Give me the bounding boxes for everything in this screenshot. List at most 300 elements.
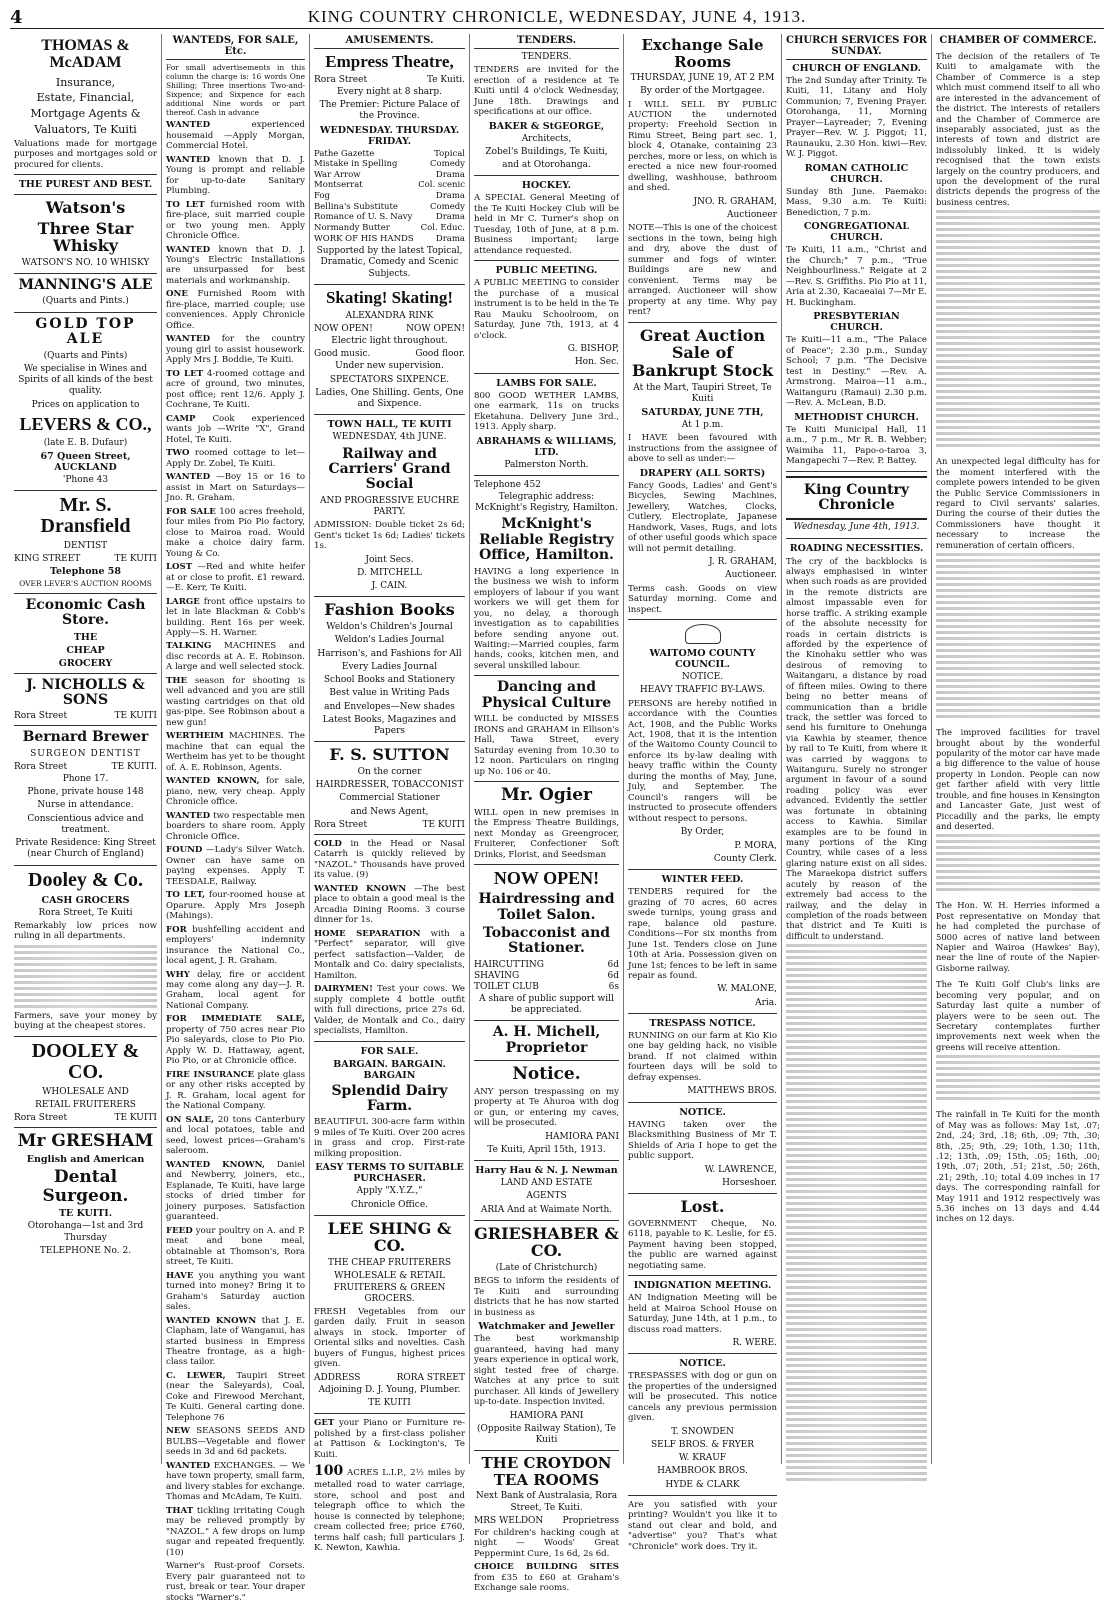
piano-text: your Piano or Furniture re-polished by a first-class polisher at Pattison & Lockington's, Te Kuiti.: [314, 1418, 466, 1460]
columns: [10, 34, 1104, 1603]
county-seal-icon: [685, 624, 721, 644]
dooley2-role2: RETAIL FRUITERERS: [35, 1100, 136, 1111]
classified-ad-lead: FEED: [166, 1225, 193, 1236]
program-title: Pathe Gazette: [314, 148, 375, 159]
chamber-filler-2: [936, 553, 1100, 718]
brewer-private: Phone, private house 148: [27, 787, 144, 798]
small-ad: [314, 984, 465, 1036]
leeshing-sub: THE CHEAP FRUITERERS: [327, 1258, 452, 1268]
dooley2-name: DOOLEY & CO.: [31, 1039, 140, 1083]
fashion-item: and Envelopes—New shades: [324, 701, 455, 712]
empress-street: Rora Street: [314, 74, 368, 85]
classified-ad-text: experienced housemaid —Apply Morgan, Commercial Hotel.: [166, 120, 305, 152]
mcknight-text: HAVING a long experience in the business we wish to inform employers of labour if you want workers we will get them for you, no delay, a thorough investigation as to capabilities before sending anyone out. Waiting:—Married couples, farm hands, cooks, kitchen men, and several unskilled labour.: [474, 566, 619, 671]
brewer-role: SURGEON DENTIST: [30, 748, 141, 759]
newman-addr: ARIA And at Waimate North.: [480, 1204, 613, 1215]
townhall-date: WEDNESDAY, 4th JUNE.: [332, 432, 447, 443]
thomas-line: Insurance,: [55, 75, 116, 89]
program-row: [314, 212, 465, 223]
price-value: 6d: [607, 970, 619, 981]
goldtop-note: We specialise in Wines and Spirits of all kinds of the best quality.: [18, 363, 153, 397]
church-text: The 2nd Sunday after Trinity. Te Kuiti, 11, Litany and Holy Communion; 7, Evening Prayer. Otorohanga, 11, Morning Prayer—Layreader; 7, Evening Prayer—Rev. W. J. Piggot; 11, Raunauku, 2.30 Hon. kiwi—Rev. W. J. Piggot.: [786, 76, 927, 160]
nowopen-note: A share of public support will be appreciated.: [479, 993, 614, 1015]
nicholls-street: Rora Street: [14, 711, 68, 722]
chamber-filler-4: [936, 1055, 1100, 1100]
chamber-p3: The improved facilities for travel brought about by the wonderful popularity of the motor car have made a big difference to the value of house property in London. People can now get farther afield with very little trouble, and fine houses in Kensington and Lancaster Gate, just west of Piccadilly and the parks, lie empty and deserted.: [936, 727, 1100, 831]
goldtop-apply: Prices on application to: [31, 399, 140, 410]
gresham-visit: Otorohanga—1st and 3rd Thursday: [27, 1221, 144, 1243]
price-item: TOILET CLUB: [474, 981, 539, 992]
church-name: CONGREGATIONAL CHURCH.: [803, 221, 910, 244]
classified-ad-lead: FOR: [166, 924, 187, 935]
classified-ad: [166, 1506, 305, 1558]
acres-text: ACRES L.I.P., 2½ miles by metalled road to water carriage, store, school and post and telegraph office to which the house is connected by telephone; cream collected free; price £760, terms half cash; full particulars J. K. Newton, Kawhia.: [314, 1468, 466, 1554]
classified-ad: [166, 1226, 305, 1268]
amusements-heading: AMUSEMENTS.: [314, 34, 465, 49]
classified-ad: [166, 334, 305, 365]
brewer-phone: Phone 17.: [62, 773, 109, 784]
ogier-text: WILL open in new premises in the Empress Theatre Buildings, next Monday as Greengrocer, Fruiterer, Confectioner Soft Drinks, Florist, and Seedsman: [474, 807, 619, 860]
notice3-name: W. KRAUF: [678, 1453, 727, 1464]
classified-ad-lead: TWO: [166, 448, 190, 459]
program-title: Montserrat: [314, 180, 363, 191]
classified-ad: [166, 155, 305, 197]
mcknight-name: McKnight's Reliable Registry Office, Hamilton.: [479, 516, 614, 564]
auction-terms: Terms cash. Goods on view Saturday morning. Come and inspect.: [628, 583, 777, 615]
fashion-item: Harrison's, and Fashions for All: [317, 648, 462, 659]
wanteds-heading: WANTEDS, FOR SALE, Etc.: [166, 34, 305, 60]
public-sign: G. BISHOP,: [567, 344, 619, 355]
program-row: [314, 191, 465, 202]
small-ad-lead: HOME SEPARATION: [314, 928, 421, 939]
skating-rink: ALEXANDRA RINK: [345, 310, 434, 321]
levers-name: LEVERS & CO.,: [19, 413, 152, 434]
program-title: Normandy Butter: [314, 222, 390, 233]
tenders-sub: TENDERS.: [521, 52, 572, 62]
auction-place: At the Mart, Taupiri Street, Te Kuiti: [633, 382, 772, 404]
classified-ad-text: front office upstairs to let in late Blackman & Cobb's building. Rent 16s per week. Apply—S. H. Warner.: [166, 596, 306, 638]
program-row: [314, 149, 465, 160]
chamber-p1: The decision of the retailers of Te Kuiti to amalgamate with the Chamber of Commerce is a step which must commend itself to all who are interested in the advancement of the district. The interests of retailers and the Chamber of Commerce are inseparably associated, just as the interests of town and district are indissolubly linked. It is widely recognised that the town exists largely on the country producers, and upon the development of the rural districts depends the progress of the business centres.: [936, 51, 1100, 207]
classified-ad-text: two respectable men boarders to share room. Apply Chronicle Office.: [166, 810, 306, 842]
classified-ad: [166, 472, 305, 503]
classified-ad-lead: WANTED: [166, 810, 211, 821]
notice-date: Te Kuiti, April 15th, 1913.: [487, 1144, 606, 1155]
manning-sub: (Quarts and Pints.): [42, 296, 129, 307]
skating-sup: Under new supervision.: [335, 361, 444, 372]
wanteds-intro: For small advertisements in this column the charge is: 16 words One Shilling; Three insertions Two-and-Sixpence; and Sixpence for each additional Nine words or part thereof. Cash in advance: [166, 63, 305, 118]
dooley-addr: Rora Street, Te Kuiti: [38, 907, 133, 918]
classified-ad-text: Taupiri Street (near the Saleyards), Coal, Coke and Firewood Merchant, Te Kuiti. General carting done. Telephone 76: [166, 1370, 305, 1423]
manning-name: MANNING'S ALE: [18, 277, 153, 294]
program-kind: Drama: [435, 212, 465, 223]
column-3: [310, 34, 470, 1554]
classified-ad-text: your poultry on A. and P. meat and bone meal, obtainable at Thomson's, Rora street, Te Kuiti.: [166, 1225, 305, 1268]
notice3-head: NOTICE.: [679, 1358, 726, 1370]
hockey-head: HOCKEY.: [521, 180, 572, 192]
classified-ad-lead: TALKING: [166, 641, 212, 652]
lambs-firm: ABRAHAMS & WILLIAMS, LTD.: [476, 435, 617, 458]
small-ad-text: —The best place to obtain a good meal is the Arcadia Dining Rooms. 3 course dinner for 1s.: [314, 883, 465, 926]
program-title: Mistake in Spelling: [314, 159, 398, 170]
classified-ad: [166, 1371, 305, 1423]
hockey-text: A SPECIAL General Meeting of the Te Kuiti Hockey Club will be held in Mr C. Turner's shop on Tuesday, 10th of June, at 8 p.m. Business important; large attendance requested.: [474, 193, 619, 256]
classified-ad: [166, 289, 305, 331]
exchange-sign: JNO. R. GRAHAM,: [693, 196, 777, 207]
classified-ad-text: known that D. J. Young's Electric Installations are unsurpassed for best materials and workmanship.: [166, 244, 305, 286]
church-heading: CHURCH SERVICES FOR SUNDAY.: [786, 34, 927, 60]
classified-ad-text: bushfelling accident and employers' indemnity insurance the National Co., local agent, J. R. Graham.: [166, 924, 305, 967]
empress-name: Empress Theatre,: [325, 52, 454, 71]
classified-ad-lead: HAVE: [166, 1270, 194, 1281]
splendid-office: Chronicle Office.: [350, 1199, 429, 1210]
gresham-town: TE KUITI.: [58, 1208, 113, 1220]
auction-date: SATURDAY, JUNE 7TH,: [641, 407, 764, 418]
exchange-name: Exchange Sale Rooms: [641, 36, 764, 71]
classified-ad-lead: TO LET,: [166, 890, 206, 901]
grieshaber-sub: (Late of Christchurch): [495, 1263, 598, 1274]
fashion-item: Weldon's Children's Journal: [326, 622, 453, 633]
classified-ad: [166, 1271, 305, 1313]
leeshing-sub2: WHOLESALE & RETAIL FRUITERERS & GREEN GROCERS.: [333, 1271, 446, 1304]
sutton-line: Commercial Stationer: [339, 793, 440, 804]
fashion-item: School Books and Stationery: [323, 675, 456, 686]
dransfield-town: TE KUITI: [114, 554, 157, 565]
classified-ad: [166, 200, 305, 242]
croydon-role: Proprietress: [562, 1515, 619, 1526]
classified-ad-lead: WANTED KNOWN,: [166, 1159, 265, 1170]
page-number: 4: [10, 6, 23, 28]
grieshaber-name2: HAMIORA PANI: [509, 1410, 584, 1421]
notice-sign: HAMIORA PANI: [545, 1131, 619, 1142]
winter-text: TENDERS required for the grazing of 70 acres, 60 acres swede turnips, young grass and rape, balance old pasture. Conditions—For six months from June 1st. Tenders close on June 10th at Aria. Possession given on June 1st; fences to be left in same repair as found.: [628, 887, 777, 981]
dancing-text: WILL be conducted by MISSES IRONS and GRAHAM in Ellison's Hall, Tawa Street, every Saturday evening from 10.30 to 12 noon. Particulars on ringing up No. 106 or 40.: [474, 714, 619, 777]
classified-ad: [166, 369, 305, 411]
classified-ad-text: MACHINES and disc records at A. E. Robinson. A large and well selected stock.: [166, 641, 306, 673]
program-kind: Col. scenic: [418, 180, 465, 191]
small-ad-lead: WANTED KNOWN: [314, 883, 407, 894]
chamber-filler-3: [936, 834, 1100, 891]
levers-phone: 'Phone 43: [62, 474, 109, 485]
council-by: By Order,: [680, 827, 725, 838]
ogier-name: Mr. Ogier: [501, 785, 592, 806]
mcknight-telegraphic: Telegraphic address: McKnight's Registry, Hamilton.: [475, 491, 618, 514]
classified-ad-text: Cook experienced wants job —Write "X", Grand Hotel, Te Kuiti.: [166, 413, 306, 445]
dransfield-name: Mr. S. Dransfield: [40, 494, 131, 538]
dransfield-role: DENTIST: [63, 541, 108, 552]
croydon-prop: MRS WELDON: [474, 1515, 544, 1526]
column-5: [624, 34, 782, 1552]
notice-text: ANY person trespassing on my property at Te Ahuroa with dog or gun, or entering my caves, will be prosecuted.: [474, 1086, 619, 1129]
nicholls-name: J. NICHOLLS & SONS: [26, 676, 145, 708]
splendid-terms: EASY TERMS TO SUITABLE PURCHASER.: [315, 1162, 464, 1185]
chamber-p4: The Hon. W. H. Herries informed a Post representative on Monday that he had completed the purchase of 5000 acres of native land between Napier and Wairoa (Hawkes' Bay), near the line of route of the Napier-Gisborne railway.: [936, 900, 1100, 973]
classified-ad: [166, 414, 305, 445]
price-value: 6s: [608, 981, 619, 992]
classified-ad: [166, 597, 305, 639]
skating-floor: Good floor.: [415, 349, 465, 360]
notice3-name: T. SNOWDEN: [671, 1426, 734, 1437]
classified-ad: [166, 1115, 305, 1157]
acres-lead: 100: [314, 1463, 344, 1480]
auction-text: I HAVE been favoured with instructions from the assignee of above to sell as under:—: [628, 433, 777, 465]
program-kind: Drama: [435, 191, 465, 202]
dransfield-street: KING STREET: [14, 554, 81, 565]
exchange-by: By order of the Mortgagee.: [640, 86, 765, 97]
classified-ad-text: 20 tons Canterbury and local potatoes, table and seed, lowest prices—Graham's saleroom.: [166, 1114, 305, 1157]
leeshing-street: RORA STREET: [396, 1372, 465, 1383]
purest-line: THE PUREST AND BEST.: [18, 179, 153, 191]
paper-name: King Country Chronicle: [803, 481, 910, 513]
classified-ad-text: Warner's Rust-proof Corsets. Every pair guaranteed not to rust, break or tear. Your draper stocks "Warner's.": [166, 1561, 305, 1603]
notice-head: Notice.: [512, 1063, 581, 1084]
paper-headline: ROADING NECESSITIES.: [789, 542, 924, 554]
nowopen-l2: Tobacconist and Stationer.: [482, 924, 611, 957]
classified-ad-lead: ON SALE,: [166, 1114, 214, 1125]
classified-ad: [166, 731, 305, 773]
leeshing-town: TE KUITI: [368, 1398, 411, 1409]
cash-line: THE: [73, 631, 98, 643]
classified-ad-text: EXCHANGES. — We have town property, small farm, and livery stables for exchange. Thomas and McAdam, Te Kuiti.: [166, 1460, 305, 1503]
newman-role: LAND AND ESTATE: [500, 1178, 593, 1189]
cash-line: CHEAP: [66, 644, 105, 656]
chamber-filler: [936, 210, 1100, 447]
classified-ad-text: roomed cottage to let—Apply Dr. Zobel, Te Kuiti.: [166, 448, 306, 469]
classified-ad-text: —Red and white heifer at or close to profit. £1 reward.—E. Kerr, Te Kuiti.: [166, 562, 305, 594]
cash-line: GROCERY: [58, 657, 113, 669]
classified-ad-text: plate glass or any other risks accepted by J. R. Graham, local agent for the National Company.: [166, 1069, 306, 1112]
program-title: WORK OF HIS HANDS: [314, 233, 414, 244]
classified-ad-text: that J. E. Clapham, late of Wanganui, has started business in Empress Theatre frontage, as a high-class tailor.: [166, 1315, 305, 1368]
classified-ad-lead: TO LET: [166, 368, 204, 379]
nicholls-town: TE KUITI: [114, 711, 157, 722]
tenders-addr2: and at Otorohanga.: [502, 160, 591, 171]
classified-ad-lead: TO LET: [166, 199, 205, 210]
classified-ad-text: known that D. J. Young is prompt and reliable for up-to-date Sanitary Plumbing.: [166, 154, 305, 197]
auction-drapery: DRAPERY (ALL SORTS): [639, 467, 766, 479]
council-sign: P. MORA,: [734, 840, 777, 851]
wanteds-list: [166, 120, 305, 1603]
tenders-firm: BAKER & StGEORGE,: [488, 120, 605, 132]
council-notice: NOTICE.: [681, 672, 724, 683]
croydon-cough: For children's hacking cough at night — Woods' Great Peppermint Cure, 1s 6d, 2s 6d.: [474, 1527, 619, 1559]
thomas-line: Estate, Financial,: [36, 91, 135, 105]
choice-ad: [474, 1562, 619, 1593]
piano-ad: [314, 1418, 465, 1460]
classified-ad-text: MACHINES. The machine that can equal the Wertheim has yet to be thought of. A. E. Robinson, Agents.: [166, 731, 305, 773]
sutton-line: On the corner: [357, 766, 422, 777]
program-row: [314, 202, 465, 213]
townhall-joint: Joint Secs.: [365, 554, 414, 565]
classified-ad-text: SEASONS SEEDS AND BULBS—Vegetable and flower seeds in 3d and 6d packets.: [166, 1426, 306, 1458]
classified-ad-text: season for shooting is well advanced and you are still wasting cartridges on that old gas-pipe. See Robinson about a new gun!: [166, 675, 305, 728]
council-text: PERSONS are hereby notified in accordance with the Counties Act, 1908, and the Public Works Act, 1908, that it is the intention of the Waitomo County Council to enforce its by-law dealing with heavy traffic within the County during the months of May, June, July, and September. The Council's rangers will be instructed to prosecute offenders without respect to persons.: [628, 698, 777, 824]
program-list: [314, 149, 465, 245]
church-text: Sunday 8th June. Paemako: Mass, 9.30 a.m. Te Kuiti: Benediction, 7 p.m.: [786, 186, 927, 218]
dooley-role: CASH GROCERS: [41, 894, 130, 906]
classified-ad: [166, 845, 305, 887]
public-head: PUBLIC MEETING.: [495, 265, 598, 277]
church-name: ROMAN CATHOLIC CHURCH.: [804, 162, 909, 185]
brewer-nurse: Nurse in attendance.: [37, 800, 134, 811]
classified-ad: [166, 1316, 305, 1368]
classified-ad-lead: WANTED: [166, 244, 211, 255]
chamber-p2: An unexpected legal difficulty has for the moment interfered with the complete powers intended to be given the Public Service Commissioners in regard to Civil servants' salaries. During the course of their duties the Commissioners have thought it necessary to increase the remuneration of certain officers.: [936, 456, 1100, 550]
classified-ad-text: 100 acres freehold, four miles from Pio Pio factory, close to Mairoa road. Would make a choice dairy farm. Young & Co.: [166, 506, 306, 559]
notice2-text: HAVING taken over the Blacksmithing Business of Mr T. Shields of Aria I hope to get the public support.: [628, 1119, 777, 1162]
classified-ad-text: for sale, piano, new, very cheap. Apply Chronicle office.: [166, 776, 306, 808]
winter-head: WINTER FEED.: [661, 874, 744, 886]
church-text: Te Kuiti, 11 a.m., "Christ and the Church;" 7 p.m., "True Neighbourliness." Reigate at 2—Rev. S. Griffiths. Pio Pio at 11, Aria at 2.30, Kacaeaiai 7—Mr E. H. Buckingham.: [786, 245, 927, 308]
chamber-heading: CHAMBER OF COMMERCE.: [939, 35, 1097, 46]
skating-light: Electric light throughout.: [331, 336, 448, 347]
classified-ad-lead: WHY: [166, 969, 190, 980]
program-kind: Col. Educ.: [420, 222, 465, 233]
classified-ad-lead: WANTED: [166, 120, 211, 131]
exchange-date: THURSDAY, JUNE 19, AT 2 P.M: [630, 73, 775, 83]
sutton-name: F. S. SUTTON: [329, 745, 450, 765]
sutton-line: and News Agent,: [350, 806, 429, 817]
classified-ad-lead: FOR SALE: [166, 506, 216, 517]
forsale-heading: FOR SALE.: [360, 1045, 419, 1057]
leeshing-addr: ADDRESS: [314, 1372, 361, 1383]
program-kind: Comedy: [430, 159, 465, 170]
trespass-sign: MATTHEWS BROS.: [687, 1086, 777, 1097]
sutton-town: TE KUITI: [422, 819, 465, 830]
townhall-name: TOWN HALL, TE KUITI: [327, 419, 452, 431]
classified-ad-text: Furnished Room with fire-place, married couple; use conveniences. Apply Chronicle Office.: [166, 289, 306, 331]
mcknight-tel: Telephone 452: [474, 479, 541, 490]
grieshaber-trade: Watchmaker and Jeweller: [478, 1321, 615, 1333]
brewer-treat: Conscientious advice and treatment.: [27, 813, 144, 835]
program-title: Bellina's Substitute: [314, 201, 398, 212]
tenders-addr: Zobel's Buildings, Te Kuiti,: [485, 146, 608, 157]
townhall-event: Railway and Carriers' Grand Social: [328, 445, 451, 493]
indignation-sign: R. WERE.: [732, 1338, 777, 1349]
classified-ad-lead: LOST: [166, 562, 193, 573]
classified-ad: [166, 120, 305, 151]
leeshing-text: FRESH Vegetables from our garden daily. Fruit in season always in stock. Importer of Oriental silks and novelties. Cash buyers of Fungus, highest prices given.: [314, 1307, 465, 1370]
tenders-role: Architects,: [521, 133, 572, 144]
small-ad-text: with a "Perfect" separator, will give perfect satisfaction—Valder, de Montalk and Co. dairy specialists, Hamilton.: [314, 928, 465, 981]
leeshing-adj: Adjoining D. J. Young, Plumber.: [318, 1384, 461, 1395]
masthead: [10, 6, 1104, 29]
townhall-admission: ADMISSION: Double ticket 2s 6d; Gent's ticket 1s 6d; Ladies' tickets 1s.: [314, 520, 465, 552]
program-title: Fog: [314, 191, 330, 202]
classified-ad-text: 4-roomed cottage and acre of ground, two minutes, post office; rent 12/6. Apply J. Cochrane, Te Kuiti.: [166, 368, 305, 411]
exchange-note: NOTE—This is one of the choicest sections in the town, being high and dry, above the dust of summer and fogs of winter. Buildings are new and convenient. Terms may be arranged. Auctioneer will show property at any time. Why pay rent?: [628, 223, 777, 318]
column-4: [470, 34, 624, 1594]
classified-ad-lead: THE: [166, 675, 188, 686]
dooley2-role: WHOLESALE AND: [42, 1086, 129, 1097]
goldtop-name: GOLD TOP ALE: [35, 315, 136, 348]
watson-sub: WATSON'S NO. 10 WHISKY: [21, 257, 150, 268]
thomas-note: Valuations made for mortgage purposes and mortgages sold or procured for clients.: [14, 138, 157, 170]
nowopen-l1: Hairdressing and Toilet Salon.: [478, 891, 615, 923]
dooley-note: Remarkably low prices now ruling in all departments.: [14, 920, 157, 942]
classified-ad-lead: FIRE INSURANCE: [166, 1069, 255, 1080]
price-row: [474, 982, 619, 992]
levers-sub: (late E. B. Dufaur): [43, 437, 128, 448]
auction-sign: J. R. GRAHAM,: [708, 557, 777, 568]
classified-ad-lead: FOR IMMEDIATE SALE,: [166, 1014, 305, 1025]
council-bylaws: HEAVY TRAFFIC BY-LAWS.: [639, 685, 766, 696]
notice2-role: Horseshoer.: [722, 1177, 777, 1188]
church-text: Te Kuiti—11 a.m., "The Palace of Peace"; 2.30 p.m., Sunday School; 7 p.m. "The Decisive test in Destiny." —Rev. A. Armstrong. Mairoa—11 a.m., Waitanguru (Ramaui) 2.30 p.m.—Rev. A. McLean, B.D.: [786, 335, 927, 409]
acres-ad: [314, 1463, 465, 1553]
classified-ad-text: you anything you want turned into money? Bring it to Graham's Saturday auction sales.: [166, 1270, 306, 1313]
newman-role2: AGENTS: [526, 1191, 567, 1202]
classified-ad: [166, 1561, 305, 1603]
dooley-name: Dooley & Co.: [28, 868, 143, 891]
classified-ad-lead: WANTED KNOWN: [166, 1315, 257, 1326]
classified-ad: [166, 970, 305, 1012]
gresham-name: Mr GRESHAM: [17, 1131, 154, 1152]
notice2-sign: W. LAWRENCE,: [704, 1164, 777, 1175]
program-row: [314, 223, 465, 234]
classified-ad-text: —Boy 15 or 16 to assist in Mart on Saturdays—Jno. R. Graham.: [166, 472, 306, 504]
dransfield-phone: Telephone 58: [49, 566, 122, 578]
classified-ad: [166, 811, 305, 842]
goldtop-sub: (Quarts and Pints): [43, 350, 128, 361]
council-name: WAITOMO COUNTY COUNCIL.: [649, 648, 756, 671]
empress-every: Every night at 8 sharp.: [336, 86, 443, 97]
levers-addr: 67 Queen Street, AUCKLAND: [40, 450, 131, 473]
sutton-line: HAIRDRESSER, TOBACCONIST: [315, 780, 464, 791]
paper-date: Wednesday, June 4th, 1913.: [793, 522, 920, 533]
price-row: [474, 960, 619, 970]
small-ad: [314, 884, 465, 926]
column-1: [10, 34, 162, 1464]
classified-ad-text: furnished room with fire-place, suit married couple or two young men. Apply Chronicle Office.: [166, 199, 305, 242]
editorial-filler: [786, 944, 927, 1481]
classified-ad: [166, 1426, 305, 1457]
grieshaber-text: BEGS to inform the residents of Te Kuiti and surrounding districts that he has now started in business as: [474, 1276, 619, 1318]
program-row: [314, 159, 465, 170]
fashion-item: Weldon's Ladies Journal: [334, 635, 445, 646]
thomas-line: Valuators, Te Kuiti: [34, 122, 137, 136]
classified-ad-lead: WANTED: [166, 472, 211, 483]
auction-role: Auctioneer.: [725, 570, 777, 581]
small-ad: [314, 929, 465, 981]
classified-ad: [166, 562, 305, 593]
empress-supported: Supported by the latest Topical, Dramatic, Comedy and Scenic Subjects.: [316, 246, 463, 279]
nowopen-name: NOW OPEN!: [493, 868, 600, 889]
notice3-names: [628, 1427, 777, 1491]
lost-head: Lost.: [680, 1197, 725, 1217]
classified-ad-lead: WANTED: [166, 154, 211, 165]
classified-ad-lead: NEW: [166, 1426, 191, 1437]
newman-name: Harry Hau & N. J. Newman: [475, 1165, 618, 1177]
brewer-street: Rora Street: [14, 761, 68, 772]
townhall-sec: D. MITCHELL: [357, 567, 422, 578]
grieshaber-addr: (Opposite Railway Station), Te Kuiti: [477, 1423, 616, 1446]
church-name: METHODIST CHURCH.: [794, 411, 919, 423]
choice-text: from £35 to £60 at Graham's Exchange sale rooms.: [474, 1572, 619, 1594]
council-role: County Clerk.: [713, 853, 777, 864]
auction-name: Great Auction Sale of Bankrupt Stock: [631, 325, 774, 380]
croydon-name: THE CROYDON TEA ROOMS: [481, 1454, 612, 1489]
classified-ad-text: delay, fire or accident may come along any day—J. R. Graham, local agent for National Company.: [166, 969, 305, 1011]
piano-lead: GET: [314, 1418, 335, 1429]
classified-ad: [166, 1014, 305, 1066]
trespass-text: RUNNING on our farm at Kio Kio one bay gelding hack, no visible brand. If not claimed within fourteen days will be sold to defray expenses.: [628, 1030, 777, 1083]
classified-ad: [166, 245, 305, 287]
thomas-name: THOMAS & McADAM: [41, 37, 130, 71]
dransfield-note: OVER LEVER'S AUCTION ROOMS: [19, 579, 152, 589]
michell-name: A. H. Michell, Proprietor: [492, 1024, 601, 1056]
classified-ad: [166, 1160, 305, 1223]
